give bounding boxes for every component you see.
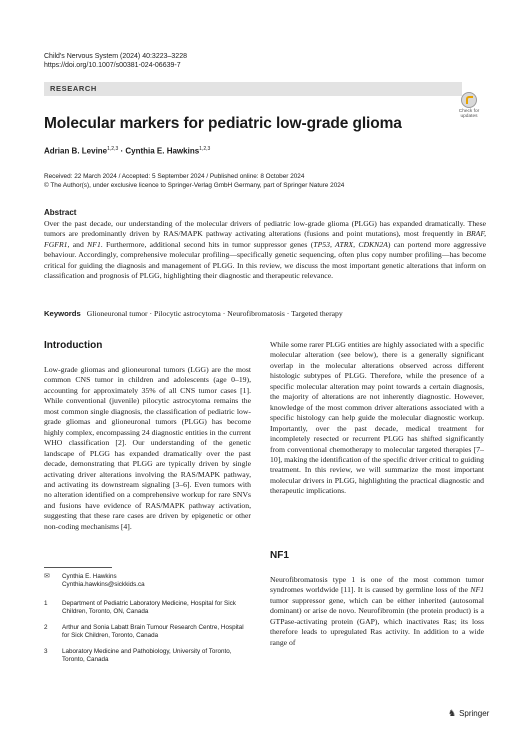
affiliation-number: 1: [44, 600, 48, 607]
article-title: Molecular markers for pediatric low-grade glioma: [44, 115, 402, 132]
corresponding-author: Cynthia E. Hawkins: [62, 573, 117, 580]
keywords: [44, 309, 343, 319]
journal-header: [44, 52, 187, 70]
body-text: . Our understanding of the genetic landscape of PLGG has expanded dramatically over the past decade, demonstrating that PLGG are typically driven by single activating driver alterations involving the RAS/MAPK pathway, and activating its downstream signaling: [44, 438, 252, 489]
affiliation-number: 2: [44, 623, 48, 631]
citation-link[interactable]: [4]: [120, 521, 130, 531]
introduction-paragraph: [44, 365, 251, 532]
gene-name: TP53, ATRX, CDKN2A: [313, 239, 388, 249]
footnote-divider: [44, 567, 112, 568]
abstract-segment: Over the past decade, our understanding of the molecular drivers of pediatric low-grade glioma (PLGG) has expanded dramatically. These tumors are predominantly driven by RAS/MAPK pathway activating alterations (fusions and point mutations), most frequently in: [44, 219, 486, 239]
author-name[interactable]: Adrian B. Levine: [44, 146, 108, 156]
abstract-segment: , and: [67, 239, 88, 249]
citation-link[interactable]: [1]: [240, 385, 250, 395]
gene-name: NF1: [87, 239, 101, 249]
publication-dates: [44, 172, 344, 190]
author-affiliation-ref: 1,2,3: [199, 146, 211, 152]
author-separator: ·: [118, 146, 126, 156]
corresponding-email[interactable]: Cynthia.hawkins@sickkids.ca: [62, 581, 145, 589]
check-for-updates-icon: [461, 92, 477, 108]
journal-citation: Child's Nervous System (2024) 40:3223–3228: [44, 53, 187, 60]
updates-line2: updates: [460, 114, 478, 120]
body-text: Low-grade gliomas and glioneuronal tumors (LGG) are the most common CNS tumor in children and adolescents (age 0–19), accounting for approximately 35% of all CNS tumor cases: [44, 365, 251, 395]
affiliation-item: [44, 600, 251, 617]
author-list: [44, 146, 210, 156]
body-text: . While conventional (juvenile) pilocytic astrocytoma remains the most common single diagnosis, the classification of pediatric low-grade gliomas and glioneuronal tumors (PLGG) has become highly complex, encompassing 24 diagnostic entities in the current WHO classification: [44, 385, 251, 448]
nf1-paragraph: [270, 575, 484, 648]
author-affiliation-ref: 1,2,3: [107, 146, 119, 152]
affiliation-item: [44, 624, 251, 641]
body-text: . Even tumors with no alteration identified on a comprehensive workup for rare SNVs and fusions have evidence of RAS/MAPK pathway activation, suggesting that these rare cases are driven by epigenetic or other non-coding mechanisms: [44, 479, 252, 531]
publisher-logo: [448, 708, 489, 719]
author-name[interactable]: Cynthia E. Hawkins: [125, 146, 200, 156]
body-text: tumor suppressor gene, which can be either inherited (autosomal dominant) or arise de novo. Neurofibromin (the protein product) is a GTPase-activating protein (GAP), which inactivates Ras; its loss therefore leads to upregulated Ras activity. In addition to a wide range of: [270, 595, 484, 647]
abstract-segment: ) can portend more aggressive behaviour. Accordingly, comprehensive molecular profiling—specifically genetic sequencing, often plus copy number profiling—has become critical for guiding the diagnosis and management of PLGG. In this review, we discuss the most important genetic alterations that inform on classification and prognosis of PLGG, highlighting their diagnostic and therapeutic relevance.: [44, 239, 486, 281]
affiliation-item: [44, 648, 251, 665]
introduction-paragraph-2: [270, 340, 484, 497]
publisher-name: Springer: [459, 709, 490, 718]
keywords-list: Glioneuronal tumor · Pilocytic astrocytoma · Neurofibromatosis · Targeted therapy: [86, 309, 343, 318]
gene-name: NF1: [470, 585, 484, 595]
affiliation-number: 3: [44, 647, 48, 655]
body-text: . It is caused by germline loss of the: [353, 585, 471, 595]
abstract-heading: Abstract: [44, 208, 77, 217]
section-heading-nf1: NF1: [270, 550, 289, 561]
springer-horse-icon: ♞: [448, 708, 457, 718]
copyright-line: © The Author(s), under exclusive licence to Springer-Verlag GmbH Germany, part of Springer Nature 2024: [44, 182, 345, 189]
affiliations: [44, 600, 251, 671]
updates-line1: Check for: [458, 109, 480, 114]
doi-link[interactable]: https://doi.org/10.1007/s00381-024-06639-7: [44, 62, 181, 69]
gene-name: BRAF, FGFR1: [44, 229, 486, 249]
affiliation-text: Laboratory Medicine and Pathobiology, University of Toronto, Toronto, Canada: [62, 647, 232, 664]
keywords-label: Keywords: [44, 309, 81, 318]
body-text: While some rarer PLGG entities are highly associated with a specific molecular alteration (see below), there is a generally significant overlap in the molecular alterations observed across different histologic subtypes of PLGG. Therefore, while the presence of a specific molecular alteration may point towards a certain diagnosis, the majority of alterations are not inherently diagnostic. However, knowledge of the most common driver alterations associated with a specific histology can help guide the molecular diagnostic workup. Importantly, over the past decade, medical treatment for incompletely resected or recurrent PLGG has shifted significantly from conventional chemotherapy to molecular targeted therapies: [270, 340, 484, 454]
body-text: Neurofibromatosis type 1 is one of the most common tumor syndromes worldwide: [270, 575, 484, 595]
affiliation-text: Arthur and Sonia Labatt Brain Tumour Research Centre, Hospital for Sick Children, Toronto, Canada: [62, 623, 244, 640]
citation-link[interactable]: [7–10]: [270, 444, 484, 464]
abstract-segment: . Furthermore, additional second hits in tumor suppressor genes (: [100, 239, 314, 249]
check-for-updates-badge[interactable]: [455, 92, 483, 120]
correspondence: [44, 573, 251, 590]
citation-link[interactable]: [2]: [115, 438, 125, 448]
body-text: , making the identification of the specific driver critical to guiding treatment. In this review, we will summarize the most important molecular drivers in PLGG, highlighting the practical diagnostic and therapeutic implications.: [270, 454, 484, 496]
citation-link[interactable]: [11]: [340, 585, 354, 595]
envelope-icon: ✉: [44, 573, 50, 580]
abstract-text: [44, 219, 486, 281]
affiliation-text: Department of Pediatric Laboratory Medicine, Hospital for Sick Children, Toronto, ON, Canada: [62, 600, 236, 616]
citation-link[interactable]: [3–6]: [172, 479, 190, 489]
body-text: .: [129, 521, 132, 531]
section-label: RESEARCH: [50, 84, 97, 93]
section-label-bar: [44, 82, 462, 96]
section-heading-introduction: Introduction: [44, 340, 103, 351]
history-dates: Received: 22 March 2024 / Accepted: 5 September 2024 / Published online: 8 October 2024: [44, 173, 305, 180]
